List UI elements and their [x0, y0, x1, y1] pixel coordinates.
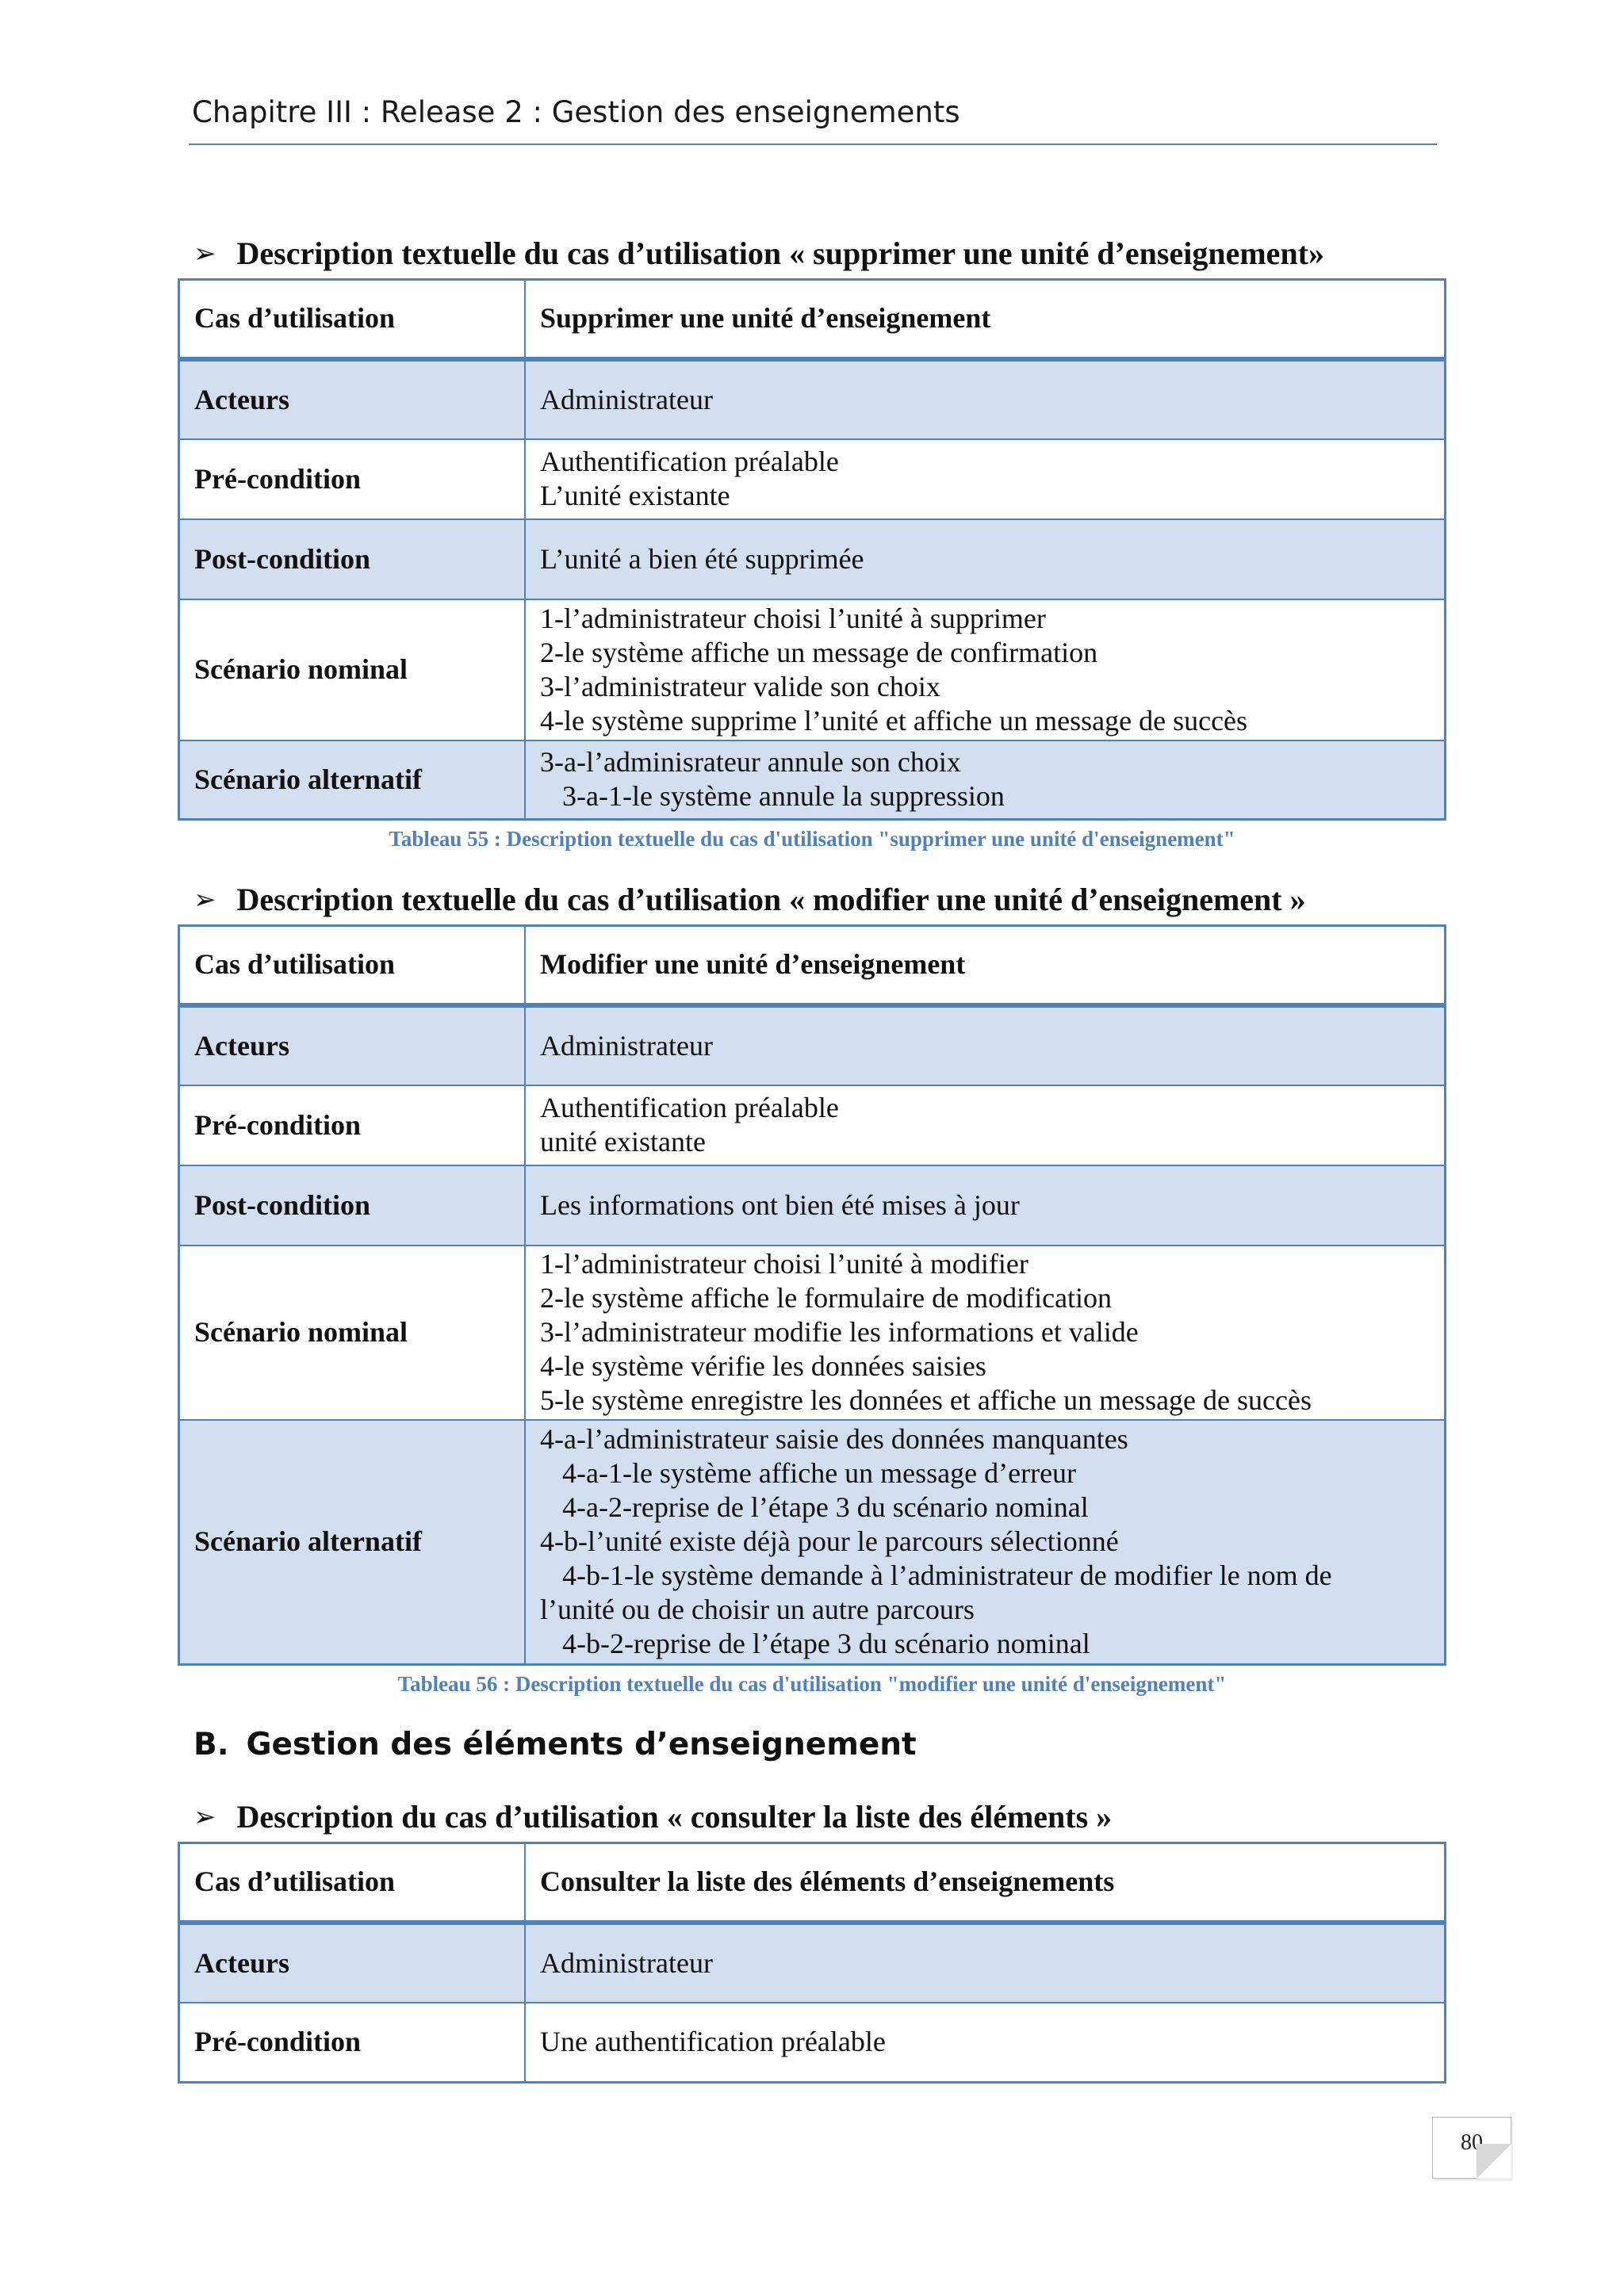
section-heading-consulter [193, 1798, 1112, 1835]
table-row [179, 1165, 1446, 1246]
table-row [179, 519, 1446, 599]
row-label: Scénario nominal [179, 1246, 526, 1420]
table-row [179, 599, 1446, 740]
use-case-table-supprimer [178, 278, 1446, 821]
arrow-bullet-icon: ➢ [193, 1802, 216, 1832]
row-label: Cas d’utilisation [179, 926, 526, 1005]
use-case-table-consulter [178, 1842, 1446, 2084]
section-letter: B. [193, 1727, 229, 1762]
row-value: Administrateur [525, 1005, 1446, 1085]
value-line: 3-a-l’adminisrateur annule son choix [540, 746, 961, 779]
table-row [179, 1843, 1446, 1923]
row-label: Pré-condition [179, 1085, 526, 1165]
row-value [525, 1246, 1446, 1420]
table-row [179, 1420, 1446, 1665]
use-case-table-modifier [178, 924, 1446, 1666]
value-line: 3-l’administrateur valide son choix [540, 670, 940, 702]
value-line: 4-b-2-reprise de l’étape 3 du scénario nominal [562, 1628, 1090, 1660]
row-value [525, 599, 1446, 740]
value-line: 5-le système enregistre les données et affiche un message de succès [540, 1384, 1312, 1416]
value-line: Authentification préalable [540, 446, 839, 477]
value-line: 4-a-1-le système affiche un message d’erreur [562, 1457, 1077, 1490]
value-line: 4-a-l’administrateur saisie des données manquantes [540, 1423, 1128, 1456]
value-line: 2-le système affiche un message de confirmation [540, 636, 1098, 668]
table-row [179, 740, 1446, 820]
table-row [179, 1005, 1446, 1085]
row-value: Consulter la liste des éléments d’enseignements [525, 1843, 1446, 1923]
table-row [179, 439, 1446, 519]
table-row [179, 926, 1446, 1005]
row-label: Cas d’utilisation [179, 280, 526, 359]
page-curl-icon [1477, 2144, 1511, 2179]
row-label: Scénario alternatif [179, 740, 526, 820]
row-label: Acteurs [179, 359, 526, 439]
value-line: L’unité existante [540, 480, 730, 511]
row-value: Administrateur [525, 1923, 1446, 2003]
row-label: Cas d’utilisation [179, 1843, 526, 1923]
row-value [525, 740, 1446, 820]
row-value: Supprimer une unité d’enseignement [525, 280, 1446, 359]
row-label: Pré-condition [179, 2003, 526, 2083]
value-line: 4-b-l’unité existe déjà pour le parcours sélectionné [540, 1525, 1119, 1558]
table-caption-56: Tableau 56 : Description textuelle du cas d'utilisation "modifier une unité d'enseignement" [397, 1672, 1227, 1696]
row-value [525, 1085, 1446, 1165]
section-heading-supprimer [193, 235, 1324, 272]
page-number-box [1432, 2117, 1511, 2179]
running-header: Chapitre III : Release 2 : Gestion des enseignements [192, 95, 960, 129]
arrow-bullet-icon: ➢ [193, 885, 216, 915]
value-line: 4-le système vérifie les données saisies [540, 1350, 986, 1382]
value-line: 3-l’administrateur modifie les informations et valide [540, 1316, 1139, 1348]
table-row [179, 1246, 1446, 1420]
table-row [179, 280, 1446, 359]
value-line: l’unité ou de choisir un autre parcours [540, 1594, 975, 1626]
row-value [525, 1420, 1446, 1665]
value-line: 4-a-2-reprise de l’étape 3 du scénario nominal [562, 1491, 1089, 1524]
row-value: Les informations ont bien été mises à jour [525, 1165, 1446, 1246]
value-line: 3-a-1-le système annule la suppression [562, 780, 1005, 813]
row-value: Administrateur [525, 359, 1446, 439]
table-row [179, 1923, 1446, 2003]
value-line: 1-l’administrateur choisi l’unité à supprimer [540, 602, 1046, 634]
value-line: 2-le système affiche le formulaire de modification [540, 1282, 1113, 1314]
row-value [525, 439, 1446, 519]
row-label: Scénario nominal [179, 599, 526, 740]
row-label: Pré-condition [179, 439, 526, 519]
page-number: 80 [1461, 2130, 1483, 2155]
heading-text: Description du cas d’utilisation « consulter la liste des éléments » [236, 1799, 1113, 1835]
value-line: unité existante [540, 1126, 706, 1158]
section-b-heading [193, 1727, 917, 1762]
row-value: Modifier une unité d’enseignement [525, 926, 1446, 1005]
table-row [179, 359, 1446, 439]
table-row [179, 2003, 1446, 2083]
row-label: Acteurs [179, 1005, 526, 1085]
heading-text: Description textuelle du cas d’utilisation « supprimer une unité d’enseignement» [236, 235, 1325, 271]
row-value: Une authentification préalable [525, 2003, 1446, 2083]
value-line: 4-b-1-le système demande à l’administrateur de modifier le nom de [562, 1559, 1332, 1592]
value-line: 1-l’administrateur choisi l’unité à modifier [540, 1248, 1028, 1280]
table-caption-55: Tableau 55 : Description textuelle du cas d'utilisation "supprimer une unité d'enseignement" [389, 827, 1235, 851]
row-label: Post-condition [179, 1165, 526, 1246]
row-label: Acteurs [179, 1923, 526, 2003]
value-line: 4-le système supprime l’unité et affiche un message de succès [540, 704, 1248, 737]
table-row [179, 1085, 1446, 1165]
heading-text: Description textuelle du cas d’utilisation « modifier une unité d’enseignement » [236, 882, 1306, 917]
row-label: Scénario alternatif [179, 1420, 526, 1665]
row-label: Post-condition [179, 519, 526, 599]
row-value: L’unité a bien été supprimée [525, 519, 1446, 599]
value-line: Authentification préalable [540, 1092, 839, 1123]
section-heading-modifier [193, 881, 1306, 918]
arrow-bullet-icon: ➢ [193, 239, 216, 269]
section-title: Gestion des éléments d’enseignement [246, 1727, 917, 1762]
header-rule [189, 144, 1437, 145]
